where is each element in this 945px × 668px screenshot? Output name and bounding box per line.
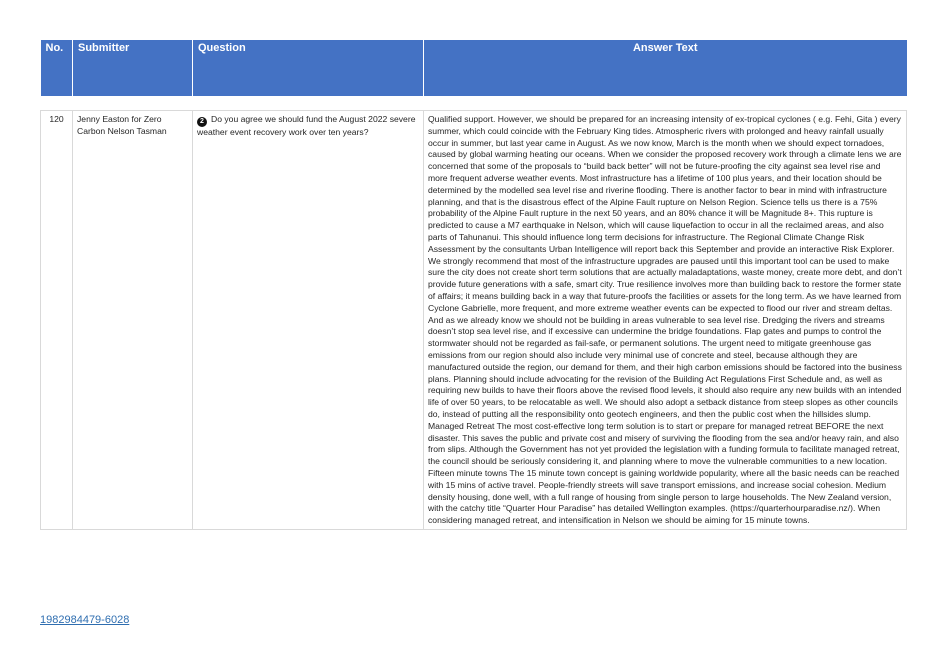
header-no: No. [41,40,73,96]
row-submitter: Jenny Easton for Zero Carbon Nelson Tasman [73,111,193,530]
header-question: Question [193,40,424,96]
document-id-link[interactable]: 1982984479-6028 [40,614,130,626]
row-question [193,111,424,530]
submissions-table [40,40,907,530]
header-submitter: Submitter [73,40,193,96]
row-number: 120 [41,111,73,530]
header-spacer [41,96,907,111]
question-number-badge: 2 [197,117,207,127]
row-answer-text: Qualified support. However, we should be prepared for an increasing intensity of ex-tropical cyclones ( e.g. Fehi, Gita ) every summer, which could coincide with the February King tides. Atmospheric rivers with prolonged and heavy rainfall usually occur in summer, but last year came in August. As we now know, March is the month when we should expect tornadoes, caused by global warming heating our oceans. When we consider the proposed recovery work through a climate lens we are concerned that some of the proposals to “build back better” will not be future-proofing the city against sea level rise and more frequent adverse weather events. Most infrastructure has a lifetime of 100 plus years, and their location should be determined by the modelled sea level rise and riverine flooding. There is another factor to bear in mind with infrastructure planning, and that is the disastrous effect of the Alpine Fault rupture on Nelson Region. Science tells us there is a 75% probability of the Alpine Fault rupture in the next 50 years, and an 80% chance it will be Magnitude 8+. This rupture is predicted to cause a M7 earthquake in Nelson, which will cause liquefaction to occur in all the reclaimed areas, and also parts of Tahunanui. This should influence long term decisions for infrastructure. The Regional Climate Change Risk Assessment by the consultants Urban Intelligence will report back this September and provide an interactive Risk Explorer. We strongly recommend that most of the infrastructure upgrades are paused until this important tool can be used to make sure the city does not create short term solutions that are actually maladaptations, waste money, create more debt, and don’t provide future generations with a safe, smart city. True resilience involves more than building back to restore the former state of affairs; it means building back in a way that future-proofs the facilities or assets for the long term. As we have learned from Cyclone Gabrielle, more frequent, and more extreme weather events can be expected to flood our river and stream deltas. And as we already know we should not be building in areas vulnerable to sea level rise. Dredging the rivers and streams doesn’t stop sea level rise, and if excessive can undermine the bridge foundations. Flap gates and pumps to control the stormwater should not be regarded as fail-safe, or permanent solutions. The urgent need to mitigate greenhouse gas emissions from our region should also include very minimal use of concrete and steel, because although they are manufactured outside the region, our demand for them, and their high carbon emissions should be factored into the business plans. Planning should include advocating for the revision of the Building Act Regulations First Schedule and, as well as requiring new builds to have their floors above the revised flood levels, it should also require any new builds with an intended life of over 50 years, to be relocatable as well. We should also adopt a setback distance from steep slopes as other councils do, instead of putting all the responsibility onto geotech engineers, and then the public cost when the hillsides slump. Managed Retreat The most cost-effective long term solution is to start or prepare for managed retreat BEFORE the next disaster. This saves the public and private cost and misery of surviving the flooding from the sea and/or heavy rain, and also from slips. Although the Government has not yet provided the legislation with a funding formula to facilitate managed retreat, the council should be seriously considering it, and planning where to move the vulnerable communities to a new location. Fifteen minute towns The 15 minute town concept is gaining worldwide popularity, where all the basic needs can be reached with 15 mins of active travel. People-friendly streets will save transport emissions, and increase social cohesion. Medium density housing, done well, with a full range of housing from single person to large households. The New Zealand version, with the catchy title “Quarter Hour Paradise” has detailed Wellington examples. (https://quarterhourparadise.nz/). When considering managed retreat, and intensification in Nelson we should be aiming for 15 minute towns. [424,111,907,530]
submissions-sheet [40,40,906,530]
header-answer-text: Answer Text [424,40,907,96]
table-header-row [41,40,907,96]
question-text: Do you agree we should fund the August 2022 severe weather event recovery work over ten years? [197,114,416,137]
table-row [41,111,907,530]
